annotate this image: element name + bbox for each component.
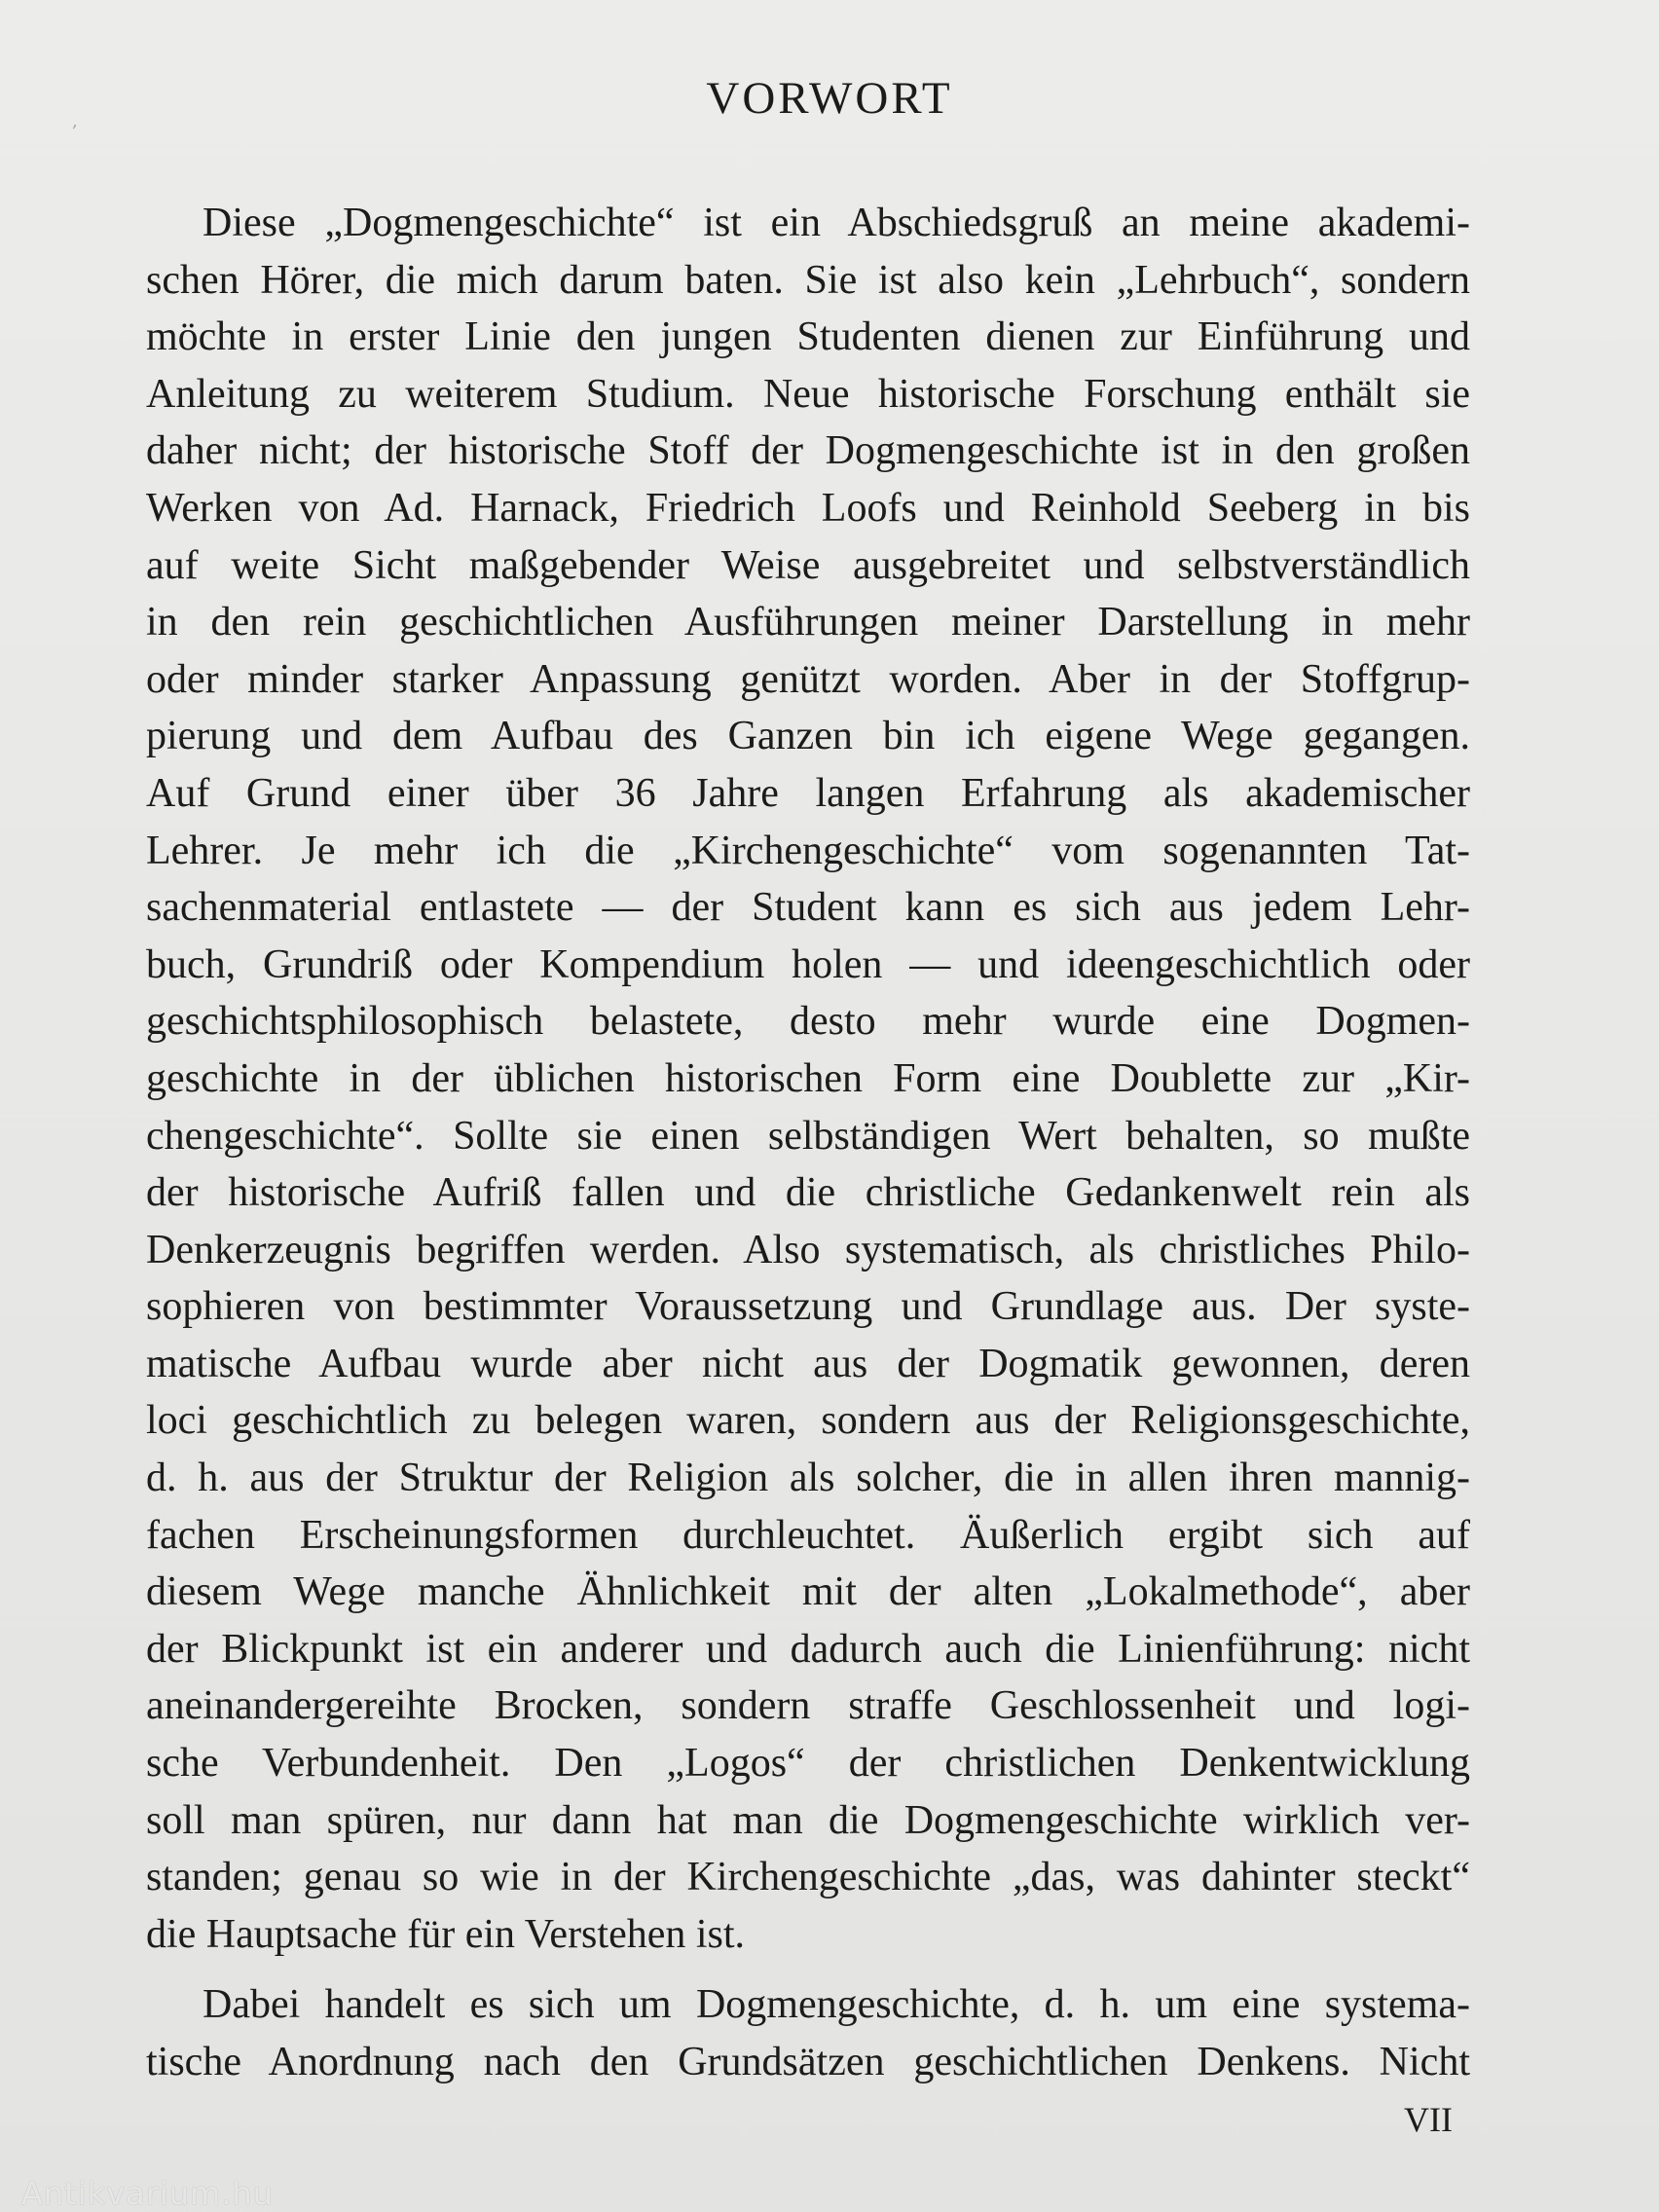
text-line: Auf Grund einer über 36 Jahre langen Erfahrung als akademischer bbox=[146, 770, 1470, 816]
text-line: daher nicht; der historische Stoff der Dogmengeschichte ist in den großen bbox=[146, 428, 1470, 474]
text-line: Lehrer. Je mehr ich die „Kirchengeschichte“ vom sogenannten Tat- bbox=[146, 828, 1470, 873]
text-line: geschichtsphilosophisch belastete, desto mehr wurde eine Dogmen- bbox=[146, 999, 1470, 1045]
text-line: oder minder starker Anpassung genützt worden. Aber in der Stoffgrup- bbox=[146, 656, 1470, 702]
text-line: standen; genau so wie in der Kirchengeschichte „das, was dahinter steckt“ bbox=[146, 1855, 1470, 1900]
text-line: Anleitung zu weiterem Studium. Neue historische Forschung enthält sie bbox=[146, 371, 1470, 417]
text-line: sche Verbundenheit. Den „Logos“ der christlichen Denkentwicklung bbox=[146, 1741, 1470, 1787]
text-line: Diese „Dogmengeschichte“ ist ein Abschiedsgruß an meine akademi- bbox=[203, 201, 1470, 245]
body-text bbox=[146, 195, 1470, 2091]
text-line: Denkerzeugnis begriffen werden. Also systematisch, als christliches Philo- bbox=[146, 1227, 1470, 1272]
text-line: sachenmaterial entlastete — der Student kann es sich aus jedem Lehr- bbox=[146, 885, 1470, 931]
text-line: möchte in erster Linie den jungen Studenten dienen zur Einführung und bbox=[146, 314, 1470, 360]
text-line: fachen Erscheinungsformen durchleuchtet. Äußerlich ergibt sich auf bbox=[146, 1512, 1470, 1558]
text-line: buch, Grundriß oder Kompendium holen — und ideengeschichtlich oder bbox=[146, 941, 1470, 987]
text-line: der historische Aufriß fallen und die christliche Gedankenwelt rein als bbox=[146, 1170, 1470, 1216]
text-line: chengeschichte“. Sollte sie einen selbständigen Wert behalten, so mußte bbox=[146, 1113, 1470, 1159]
text-line: die Hauptsache für ein Verstehen ist. bbox=[146, 1911, 746, 1957]
text-line: matische Aufbau wurde aber nicht aus der Dogmatik gewonnen, deren bbox=[146, 1341, 1470, 1386]
text-line: Dabei handelt es sich um Dogmengeschichte, d. h. um eine systema- bbox=[203, 1982, 1470, 2028]
text-line: soll man spüren, nur dann hat man die Dogmengeschichte wirklich ver- bbox=[146, 1797, 1470, 1843]
text-line: loci geschichtlich zu belegen waren, sondern aus der Religionsgeschichte, bbox=[146, 1398, 1470, 1444]
text-line: schen Hörer, die mich darum baten. Sie ist also kein „Lehrbuch“, sondern bbox=[146, 257, 1470, 303]
text-line: geschichte in der üblichen historischen Form eine Doublette zur „Kir- bbox=[146, 1055, 1470, 1101]
text-line: tische Anordnung nach den Grundsätzen geschichtlichen Denkens. Nicht bbox=[146, 2040, 1470, 2084]
text-line: diesem Wege manche Ähnlichkeit mit der alten „Lokalmethode“, aber bbox=[146, 1569, 1470, 1615]
text-line: in den rein geschichtlichen Ausführungen meiner Darstellung in mehr bbox=[146, 600, 1470, 645]
text-line: d. h. aus der Struktur der Religion als solcher, die in allen ihren mannig- bbox=[146, 1456, 1470, 1501]
text-line: sophieren von bestimmter Voraussetzung und Grundlage aus. Der syste- bbox=[146, 1284, 1470, 1330]
text-line: auf weite Sicht maßgebender Weise ausgebreitet und selbstverständlich bbox=[146, 542, 1470, 588]
margin-mark: , bbox=[72, 111, 78, 131]
text-line: pierung und dem Aufbau des Ganzen bin ich eigene Wege gegangen. bbox=[146, 714, 1470, 759]
watermark-text: Antikvarium.hu bbox=[21, 2175, 274, 2212]
text-line: der Blickpunkt ist ein anderer und dadurch auch die Linienführung: nicht bbox=[146, 1626, 1470, 1672]
page-title: VORWORT bbox=[706, 73, 953, 124]
text-line: aneinandergereihte Brocken, sondern straffe Geschlossenheit und logi- bbox=[146, 1683, 1470, 1729]
text-line: Werken von Ad. Harnack, Friedrich Loofs und Reinhold Seeberg in bis bbox=[146, 485, 1470, 531]
page-number: VII bbox=[1404, 2100, 1453, 2139]
